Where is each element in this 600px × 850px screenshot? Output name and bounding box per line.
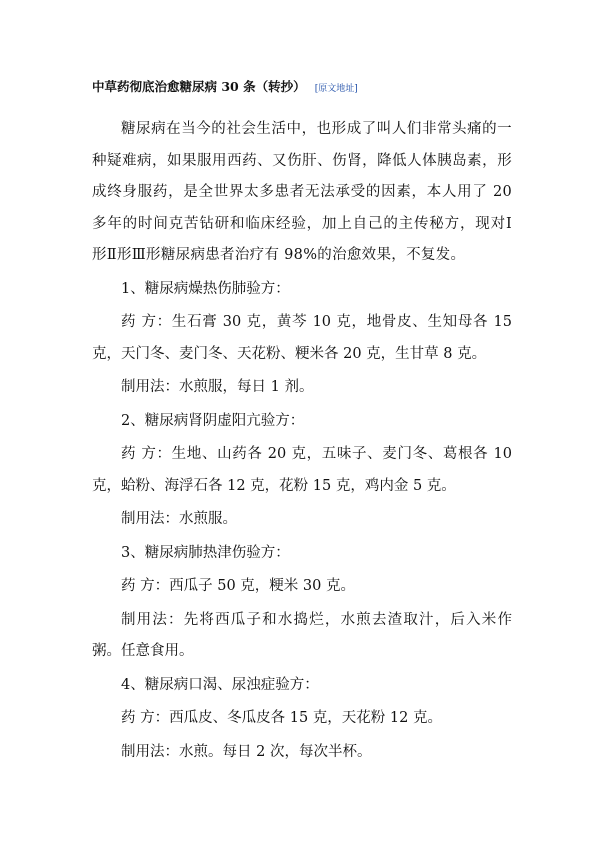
intro-paragraph: 糖尿病在当今的社会生活中，也形成了叫人们非常头痛的一种疑难病，如果服用西药、又伤肝、伤肾，降低人体胰岛素，形成终身服药，是全世界太多患者无法承受的因素，本人用了 20 多年的时间克苦钻研和临床经验，加上自己的主传秘方，现对Ⅰ形Ⅱ形Ⅲ形糖尿病患者治疗有 98%的治愈效果，不复发。 — [92, 121, 512, 263]
remedy-4-usage: 制用法：水煎。每日 2 次，每次半杯。 — [121, 743, 372, 760]
remedy-1-prescription: 药 方：生石膏 30 克，黄芩 10 克，地骨皮、生知母各 15 克，天门冬、麦门冬、天花粉、粳米各 20 克，生甘草 8 克。 — [92, 314, 512, 362]
title-line — [92, 76, 532, 95]
article-body — [92, 114, 512, 770]
remedy-4-heading: 4、糖尿病口渴、尿浊症验方： — [121, 676, 319, 693]
remedy-3-prescription: 药 方：西瓜子 50 克，粳米 30 克。 — [121, 578, 355, 594]
remedy-2-usage: 制用法：水煎服。 — [121, 511, 237, 527]
remedy-3-heading: 3、糖尿病肺热津伤验方： — [121, 544, 290, 561]
remedy-1-heading: 1、糖尿病燥热伤肺验方： — [121, 280, 290, 297]
remedy-2-prescription: 药 方：生地、山药各 20 克，五味子、麦门冬、葛根各 10 克，蛤粉、海浮石各 12 克，花粉 15 克，鸡内金 5 克。 — [92, 446, 512, 494]
remedy-3-usage: 制用法：先将西瓜子和水捣烂，水煎去渣取汁，后入米作粥。任意食用。 — [92, 611, 512, 659]
remedy-2-heading: 2、糖尿病肾阴虚阳亢验方： — [121, 412, 305, 429]
remedy-1-usage: 制用法：水煎服，每日 1 剂。 — [121, 379, 314, 395]
article-title: 中草药彻底治愈糖尿病 30 条（转抄） — [92, 79, 306, 94]
remedy-4-prescription: 药 方：西瓜皮、冬瓜皮各 15 克，天花粉 12 克。 — [121, 710, 442, 726]
source-link[interactable]: [原文地址] — [314, 84, 358, 94]
